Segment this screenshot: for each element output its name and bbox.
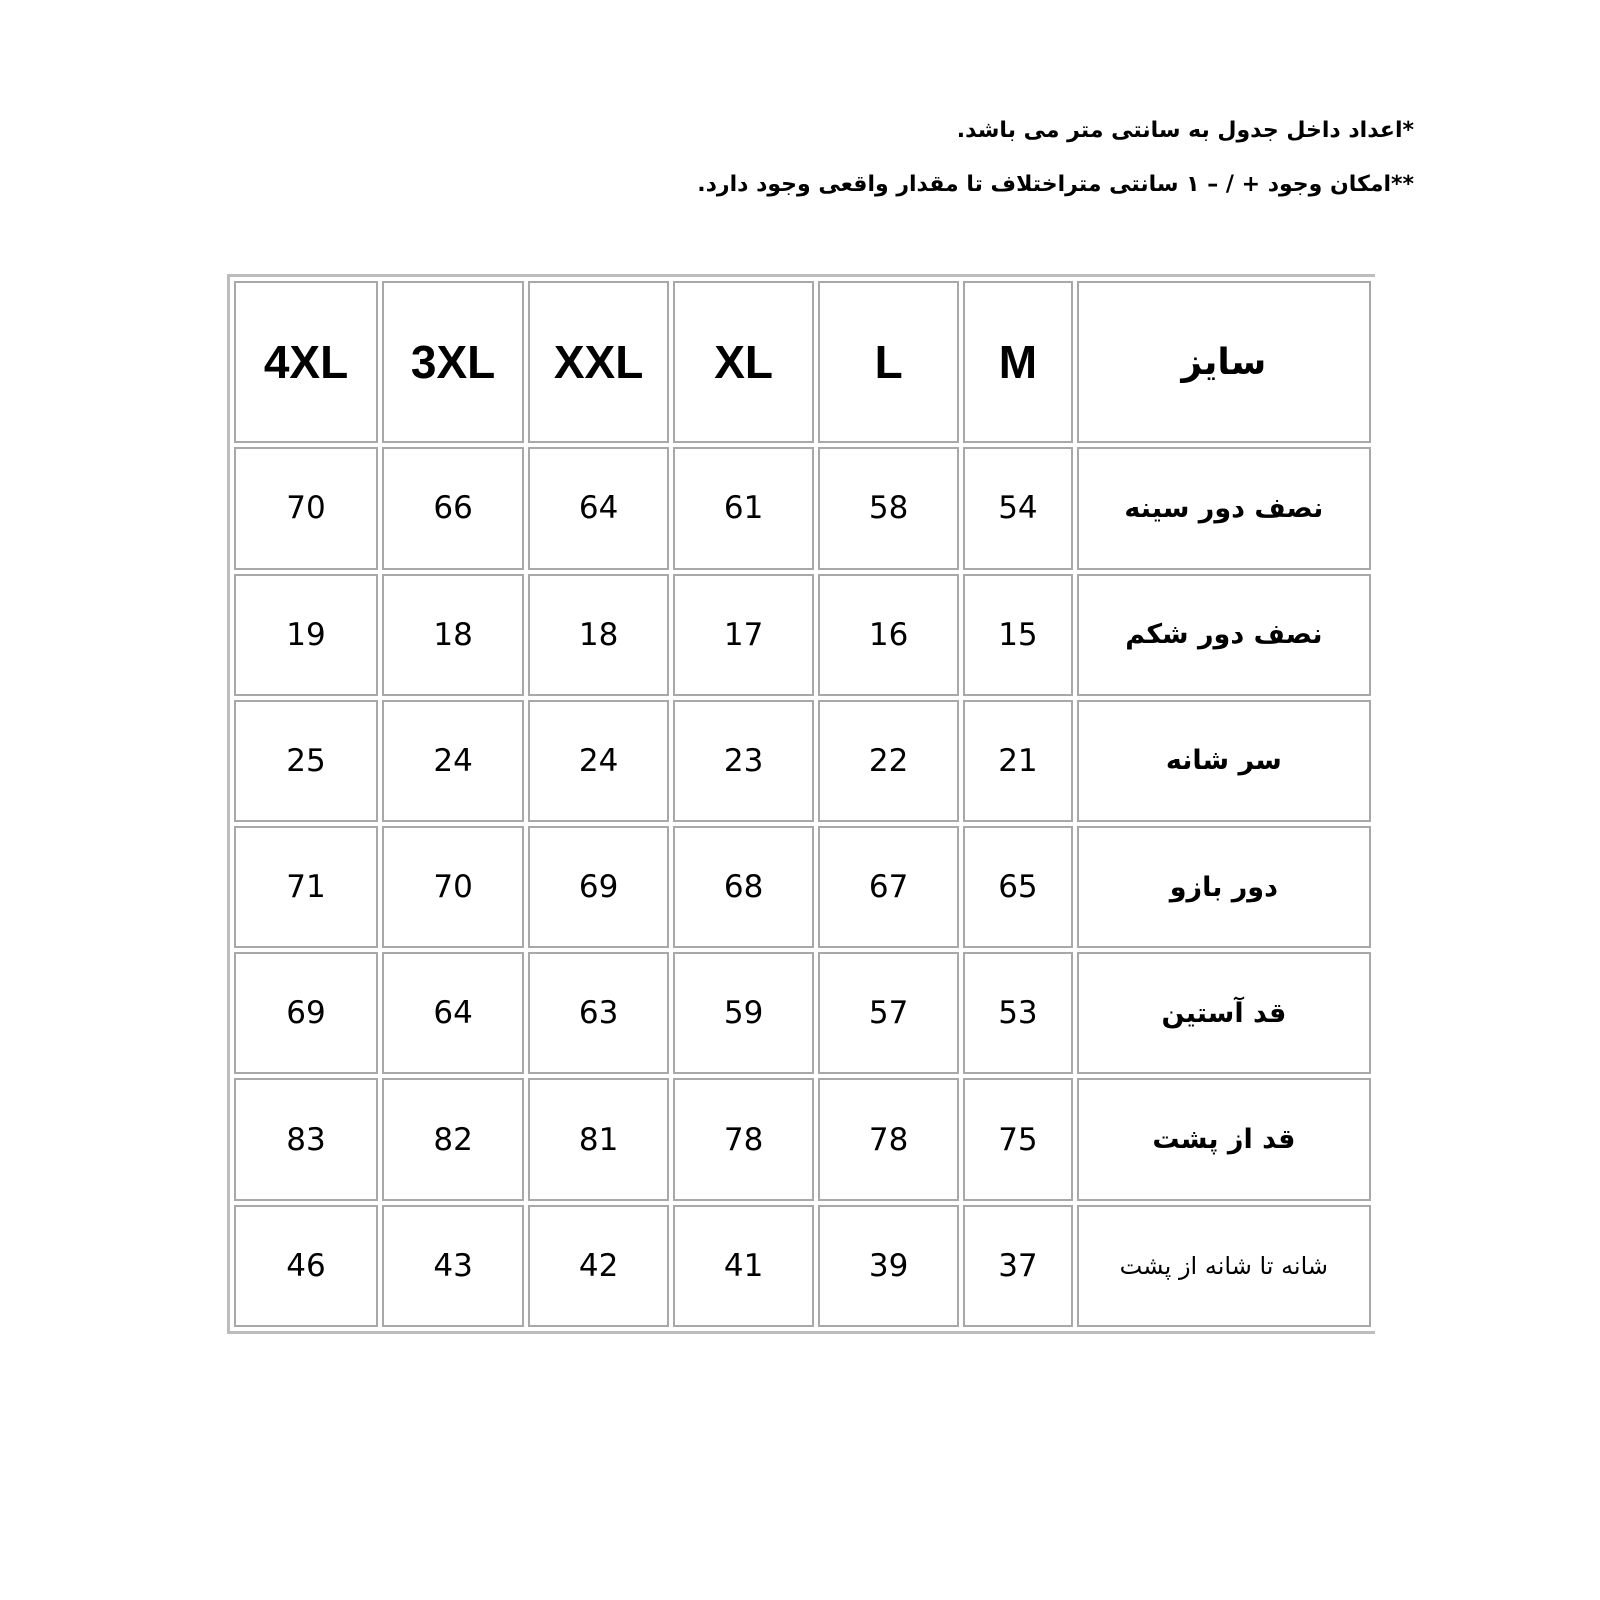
table-cell (382, 1078, 524, 1200)
size-header-xxl (528, 281, 669, 443)
cell-value: 21 (998, 742, 1038, 779)
row-label: قد آستین (1161, 997, 1287, 1029)
cell-value: 24 (578, 742, 619, 779)
table-cell (963, 1205, 1073, 1327)
size-label: M (998, 336, 1038, 389)
table-cell (818, 574, 959, 696)
cell-value: 69 (578, 869, 619, 906)
row-label: سر شانه (1165, 745, 1282, 777)
cell-value: 83 (286, 1121, 326, 1158)
table-cell (234, 447, 378, 569)
row-label: نصف دور شکم (1125, 619, 1323, 651)
cell-value: 15 (998, 616, 1038, 653)
table-cell (963, 952, 1073, 1074)
tolerance-note: **امکان وجود + / – ۱ سانتی متراختلاف تا مقدار واقعی وجود دارد. (697, 172, 1414, 197)
row-label-cell (1077, 447, 1371, 569)
table-cell (963, 447, 1073, 569)
table-cell (382, 447, 524, 569)
table-cell (963, 574, 1073, 696)
cell-value: 75 (998, 1121, 1038, 1158)
cell-value: 78 (723, 1121, 764, 1158)
cell-value: 39 (868, 1247, 909, 1284)
table-cell (673, 1078, 814, 1200)
table-cell (528, 826, 669, 948)
cell-value: 57 (868, 995, 909, 1032)
table-cell (382, 952, 524, 1074)
cell-value: 59 (723, 995, 764, 1032)
cell-value: 81 (578, 1121, 619, 1158)
table-row (234, 447, 1371, 569)
size-header-label (1077, 281, 1371, 443)
table-row (234, 574, 1371, 696)
table-cell (528, 1205, 669, 1327)
table-cell (234, 1205, 378, 1327)
table-cell (528, 574, 669, 696)
size-chart-table (227, 274, 1375, 1334)
cell-value: 70 (433, 869, 473, 906)
size-label: L (874, 336, 903, 389)
table-header-row (234, 281, 1371, 443)
cell-value: 24 (433, 742, 473, 779)
row-label-cell (1077, 574, 1371, 696)
cell-value: 82 (433, 1121, 473, 1158)
cell-value: 78 (868, 1121, 909, 1158)
row-label-cell (1077, 826, 1371, 948)
cell-value: 71 (286, 869, 326, 906)
table-cell (528, 700, 669, 822)
size-header-l (818, 281, 959, 443)
table-cell (818, 1078, 959, 1200)
table-cell (963, 700, 1073, 822)
table-cell (382, 1205, 524, 1327)
cell-value: 61 (723, 490, 764, 527)
table-row (234, 1205, 1371, 1327)
table-cell (382, 700, 524, 822)
size-label: XL (714, 336, 773, 389)
row-label-cell (1077, 700, 1371, 822)
cell-value: 18 (433, 616, 473, 653)
cell-value: 68 (723, 869, 764, 906)
table-cell (818, 447, 959, 569)
size-header-m (963, 281, 1073, 443)
cell-value: 16 (868, 616, 909, 653)
table-cell (673, 700, 814, 822)
table-cell (818, 700, 959, 822)
cell-value: 67 (868, 869, 909, 906)
cell-value: 17 (723, 616, 764, 653)
table-cell (528, 952, 669, 1074)
table-cell (528, 447, 669, 569)
cell-value: 37 (998, 1247, 1038, 1284)
size-label: 4XL (263, 336, 349, 389)
size-label: 3XL (410, 336, 496, 389)
size-label: XXL (553, 336, 644, 389)
cell-value: 65 (998, 869, 1038, 906)
table-cell (382, 574, 524, 696)
row-label-cell (1077, 1078, 1371, 1200)
cell-value: 64 (433, 995, 473, 1032)
table-cell (818, 952, 959, 1074)
cell-value: 18 (578, 616, 619, 653)
table-cell (234, 574, 378, 696)
table-cell (382, 826, 524, 948)
size-header-xl (673, 281, 814, 443)
row-label: قد از پشت (1152, 1124, 1296, 1156)
row-label: نصف دور سینه (1124, 492, 1324, 524)
cell-value: 46 (286, 1247, 326, 1284)
table-cell (673, 1205, 814, 1327)
cell-value: 25 (286, 742, 326, 779)
table-cell (963, 826, 1073, 948)
table-cell (234, 952, 378, 1074)
row-label-cell (1077, 1205, 1371, 1327)
table-cell (673, 447, 814, 569)
cell-value: 19 (286, 616, 326, 653)
cell-value: 54 (998, 490, 1038, 527)
cell-value: 42 (578, 1247, 619, 1284)
cell-value: 66 (433, 490, 473, 527)
table-row (234, 952, 1371, 1074)
cell-value: 63 (578, 995, 619, 1032)
header-label-text: سایز (1181, 341, 1267, 383)
table-cell (234, 700, 378, 822)
table-cell (234, 1078, 378, 1200)
table-row (234, 700, 1371, 822)
cell-value: 43 (433, 1247, 473, 1284)
cell-value: 58 (868, 490, 909, 527)
table-cell (963, 1078, 1073, 1200)
cell-value: 41 (723, 1247, 764, 1284)
table-cell (673, 826, 814, 948)
size-header-4xl (234, 281, 378, 443)
cell-value: 53 (998, 995, 1038, 1032)
table-cell (528, 1078, 669, 1200)
table-cell (818, 826, 959, 948)
units-note: *اعداد داخل جدول به سانتی متر می باشد. (956, 118, 1414, 143)
table-cell (818, 1205, 959, 1327)
table-cell (673, 574, 814, 696)
cell-value: 70 (286, 490, 326, 527)
row-label: دور بازو (1169, 871, 1278, 903)
table-cell (234, 826, 378, 948)
cell-value: 69 (286, 995, 326, 1032)
row-label: شانه تا شانه از پشت (1119, 1251, 1329, 1280)
cell-value: 23 (723, 742, 764, 779)
cell-value: 64 (578, 490, 619, 527)
table-row (234, 826, 1371, 948)
table-cell (673, 952, 814, 1074)
row-label-cell (1077, 952, 1371, 1074)
size-header-3xl (382, 281, 524, 443)
table-row (234, 1078, 1371, 1200)
cell-value: 22 (868, 742, 909, 779)
